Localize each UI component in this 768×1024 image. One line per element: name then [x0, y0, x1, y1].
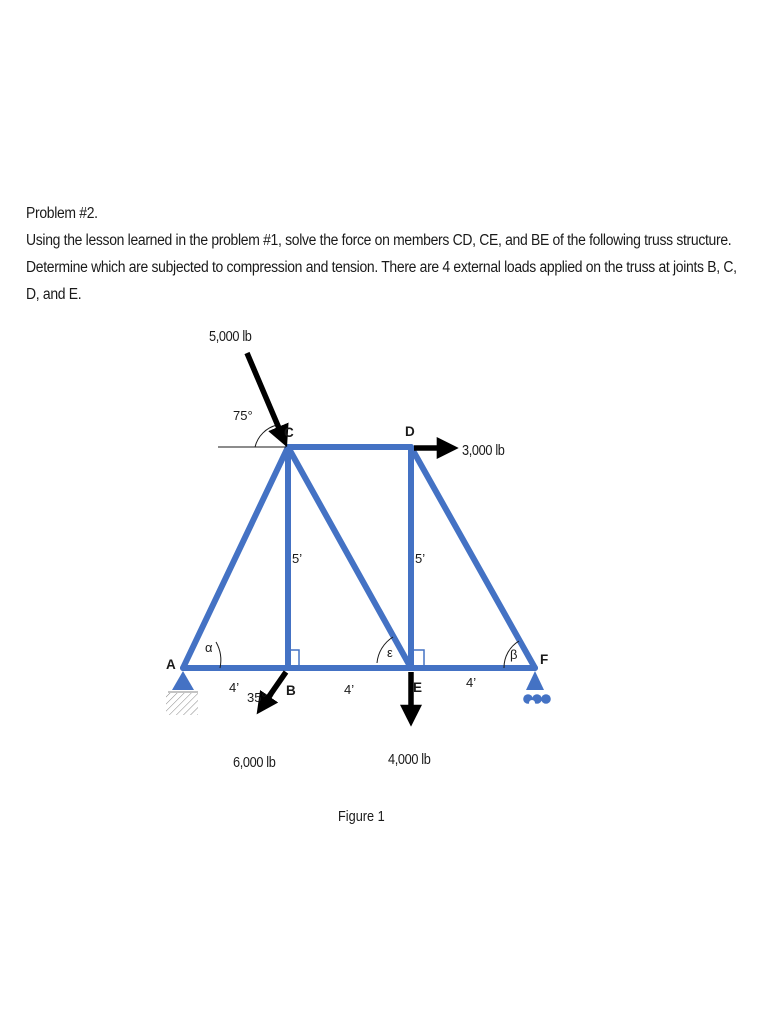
joint-label-f: F: [540, 652, 549, 667]
joint-label-a: A: [166, 657, 176, 672]
load-label-b: 6,000 lb: [233, 754, 276, 771]
dimension-label-de: 5’: [415, 551, 426, 566]
dimension-label-ef: 4’: [466, 675, 477, 690]
problem-heading: Problem #2.: [26, 205, 98, 222]
joint-label-e: E: [413, 680, 423, 695]
member-df: [411, 447, 535, 668]
angle-label-alpha: α: [205, 640, 213, 655]
angle-label-beta: β: [510, 647, 518, 662]
dimension-label-bc: 5’: [292, 551, 303, 566]
load-label-c: 5,000 lb: [209, 328, 252, 345]
joint-label-b: B: [286, 683, 296, 698]
pin-support-a: [166, 671, 198, 715]
angle-label-load-b: 35°: [247, 690, 267, 705]
figure-caption: Figure 1: [338, 808, 385, 825]
load-label-d: 3,000 lb: [462, 442, 505, 459]
load-arrow-c: [247, 353, 284, 440]
dimension-label-be: 4’: [344, 682, 355, 697]
truss-members: [183, 447, 535, 668]
problem-line-1: Using the lesson learned in the problem #1, solve the force on members CD, CE, and BE of the following truss structure.: [26, 232, 732, 249]
joint-label-d: D: [405, 424, 415, 439]
alpha-arc: [216, 642, 221, 668]
load-label-e: 4,000 lb: [388, 751, 431, 768]
problem-line-2: Determine which are subjected to compression and tension. There are 4 external loads applied on the truss at joints B, C,: [26, 259, 737, 276]
load-arrows: [247, 353, 451, 719]
roller-support-f: [523, 671, 551, 706]
dimension-label-ab: 4’: [229, 680, 240, 695]
load-c-angle-arc: [255, 425, 277, 447]
member-ce: [288, 447, 411, 668]
problem-line-3: D, and E.: [26, 286, 82, 303]
joint-label-c: C: [284, 425, 294, 440]
member-ac: [183, 447, 288, 668]
angle-label-load-c: 75°: [233, 408, 253, 423]
angle-label-epsilon: ε: [387, 645, 393, 660]
